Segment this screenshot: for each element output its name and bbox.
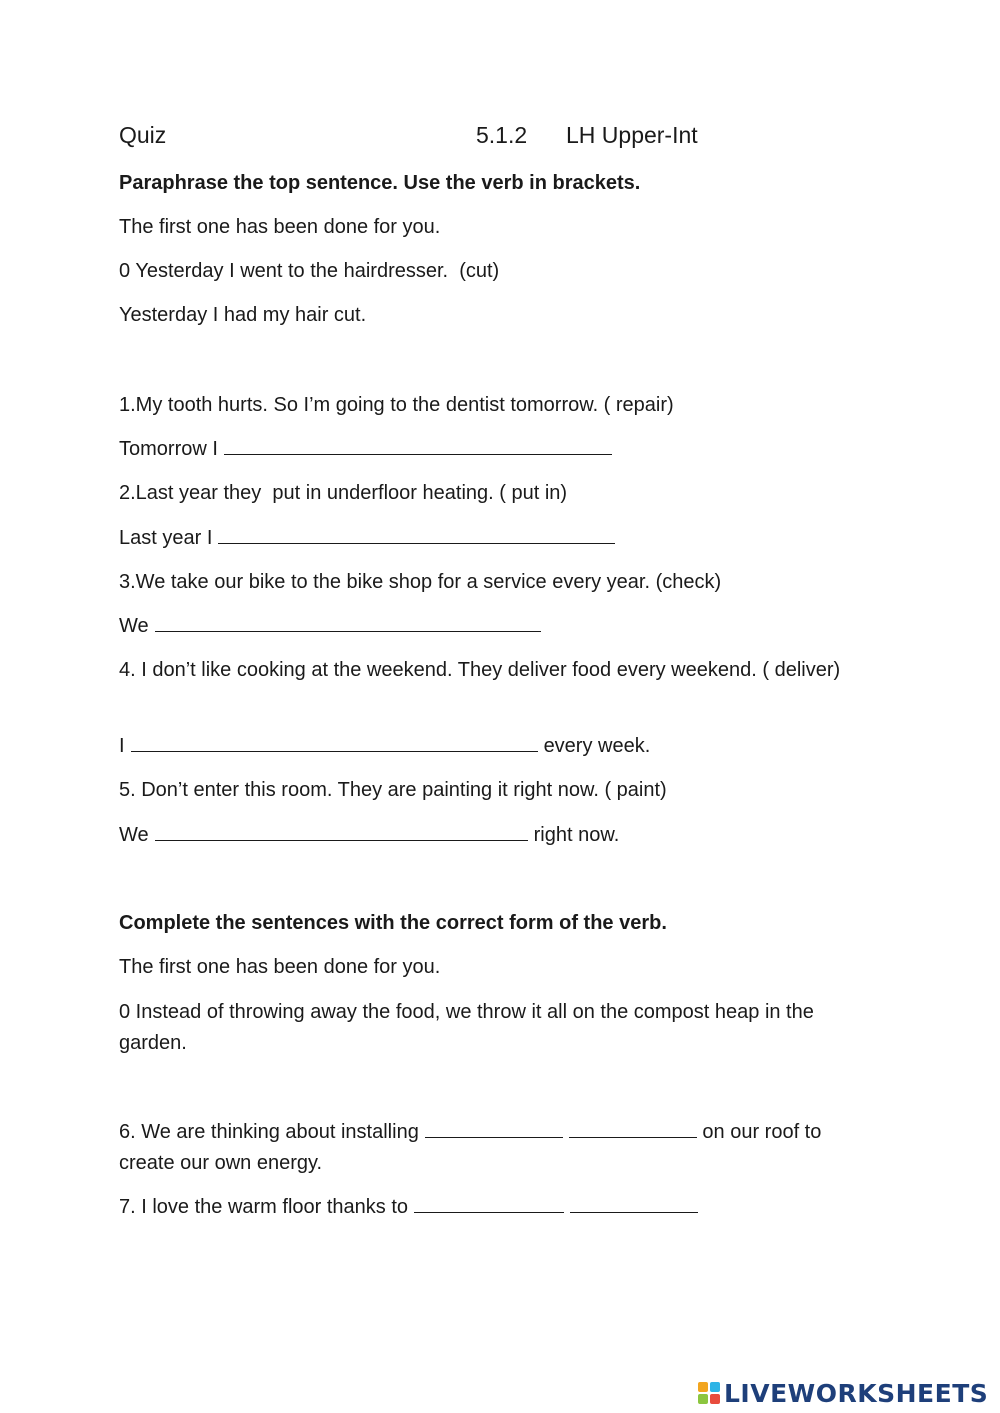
section1-example-answer: Yesterday I had my hair cut.	[119, 304, 367, 326]
item2-answer-row	[119, 523, 615, 554]
item1-answer-row	[119, 434, 612, 465]
level-label: LH Upper-Int	[566, 122, 698, 148]
item7-blank-2[interactable]	[570, 1192, 698, 1213]
section1-example-prompt: 0 Yesterday I went to the hairdresser. (cut)	[119, 260, 500, 282]
item3-answer-row	[119, 611, 541, 642]
item3-prompt: 3.We take our bike to the bike shop for a service every year. (check)	[119, 571, 722, 593]
item2-answer-start: Last year I	[119, 527, 213, 549]
item7-start: 7. I love the warm floor thanks to	[119, 1196, 409, 1218]
item5-answer-start: We	[119, 824, 149, 846]
logo-text: LIVEWORKSHEETS	[724, 1378, 989, 1408]
item6-blank-2[interactable]	[569, 1117, 697, 1138]
item3-answer-blank[interactable]	[155, 611, 541, 632]
section2-example: 0 Instead of throwing away the food, we throw it all on the compost heap in the garden.	[119, 1001, 814, 1054]
section2-note: The first one has been done for you.	[119, 956, 441, 978]
item5-answer-blank[interactable]	[155, 820, 528, 841]
item4-answer-blank[interactable]	[131, 731, 538, 752]
liveworksheets-logo-icon	[698, 1382, 720, 1404]
section1-instruction: Paraphrase the top sentence. Use the verb in brackets.	[119, 172, 641, 194]
item1-answer-blank[interactable]	[224, 434, 612, 455]
item2-prompt: 2.Last year they put in underfloor heating. ( put in)	[119, 482, 568, 504]
section2-instruction: Complete the sentences with the correct form of the verb.	[119, 912, 667, 934]
item1-answer-start: Tomorrow I	[119, 438, 218, 460]
section1-note: The first one has been done for you.	[119, 216, 441, 238]
item2-answer-blank[interactable]	[218, 523, 615, 544]
item6-start: 6. We are thinking about installing	[119, 1121, 419, 1143]
item3-answer-start: We	[119, 615, 149, 637]
item4-answer-start: I	[119, 735, 125, 757]
item4-answer-end: every week.	[543, 735, 651, 757]
item5-prompt: 5. Don’t enter this room. They are painting it right now. ( paint)	[119, 779, 667, 801]
item7-blank-1[interactable]	[414, 1192, 564, 1213]
quiz-title: Quiz	[119, 122, 167, 148]
item6-end: on our roof to create our own energy.	[119, 1121, 822, 1174]
item1-prompt: 1.My tooth hurts. So I’m going to the dentist tomorrow. ( repair)	[119, 394, 674, 416]
item4-prompt: 4. I don’t like cooking at the weekend. They deliver food every weekend. ( deliver)	[119, 659, 841, 681]
item6-row	[119, 1117, 879, 1179]
item5-answer-end: right now.	[533, 824, 620, 846]
item7-row	[119, 1192, 698, 1223]
item4-answer-row	[119, 731, 650, 762]
item6-blank-1[interactable]	[425, 1117, 563, 1138]
unit-code: 5.1.2	[476, 122, 528, 148]
item5-answer-row	[119, 820, 619, 851]
liveworksheets-logo	[698, 1376, 988, 1410]
